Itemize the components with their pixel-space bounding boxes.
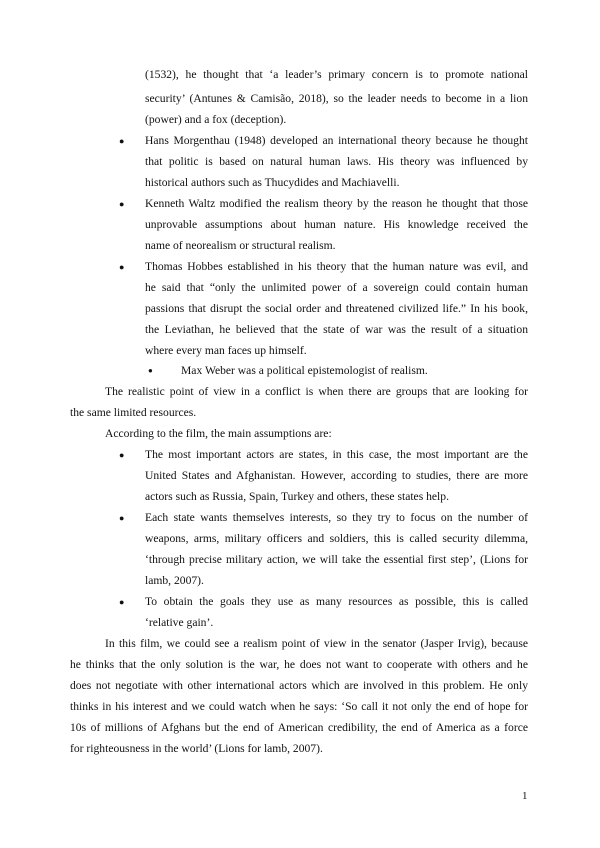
bullet-icon: ● [119,262,125,272]
text-line: (power) and a fox (deception). [145,113,287,126]
text-line: In this film, we could see a realism point of view in the senator (Jasper Irvig), because [105,637,528,650]
text-line: Kenneth Waltz modified the realism theory by the reason he thought that those [145,197,528,210]
text-line: ‘through precise military action, we will take the essential first step’, (Lions for [145,553,528,566]
text-line: Max Weber was a political epistemologist of realism. [181,364,428,377]
bullet-icon: ● [119,199,125,209]
text-line: he thinks that the only solution is the war, he does not want to cooperate with others and he [70,658,528,671]
text-line: does not negotiate with other international actors which are involved in this problem. He only [70,679,528,692]
text-line: ‘relative gain’. [145,616,214,629]
text-line: (1532), he thought that ‘a leader’s primary concern is to promote national [145,68,528,81]
text-line: the Leviathan, he believed that the state of war was the result of a situation [145,323,528,336]
text-line: Each state wants themselves interests, so they try to focus on the number of [145,511,528,524]
text-line: weapons, arms, military officers and soldiers, this is called security dilemma, [145,532,528,545]
text-line: where every man faces up himself. [145,344,307,357]
text-line: lamb, 2007). [145,574,204,587]
text-line: he said that “only the unlimited power of a sovereign could contain human [145,281,528,294]
text-line: To obtain the goals they use as many resources as possible, this is called [145,595,528,608]
page-number: 1 [522,790,528,802]
text-line: security’ (Antunes & Camisão, 2018), so the leader needs to become in a lion [145,92,528,105]
text-line: The most important actors are states, in this case, the most important are the [145,448,528,461]
text-line: According to the film, the main assumptions are: [105,427,332,440]
text-line: historical authors such as Thucydides and Machiavelli. [145,176,400,189]
text-line: for righteousness in the world’ (Lions for lamb, 2007). [70,742,323,755]
bullet-icon: ● [119,450,125,460]
text-line: the same limited resources. [70,406,197,419]
text-line: actors such as Russia, Spain, Turkey and others, these states help. [145,490,449,503]
bullet-icon: ● [119,513,125,523]
text-line: unprovable assumptions about human nature. His knowledge received the [145,218,528,231]
text-line: The realistic point of view in a conflict is when there are groups that are looking for [105,385,528,398]
bullet-icon: ● [148,366,153,375]
bullet-icon: ● [119,597,125,607]
text-line: thinks in his interest and we could watch when he says: ‘So call it not only the end of hope for [70,700,528,713]
text-line: United States and Afghanistan. However, according to studies, there are more [145,469,528,482]
text-line: Hans Morgenthau (1948) developed an international theory because he thought [145,134,528,147]
text-line: passions that disrupt the social order and threatened civilized life.” In his book, [145,302,528,315]
text-line: name of neorealism or structural realism. [145,239,336,252]
text-line: Thomas Hobbes established in his theory that the human nature was evil, and [145,260,528,273]
text-line: 10s of millions of Afghans but the end of American credibility, the end of America as a force [70,721,528,734]
text-line: that politic is based on natural human laws. His theory was influenced by [145,155,528,168]
bullet-icon: ● [119,136,125,146]
